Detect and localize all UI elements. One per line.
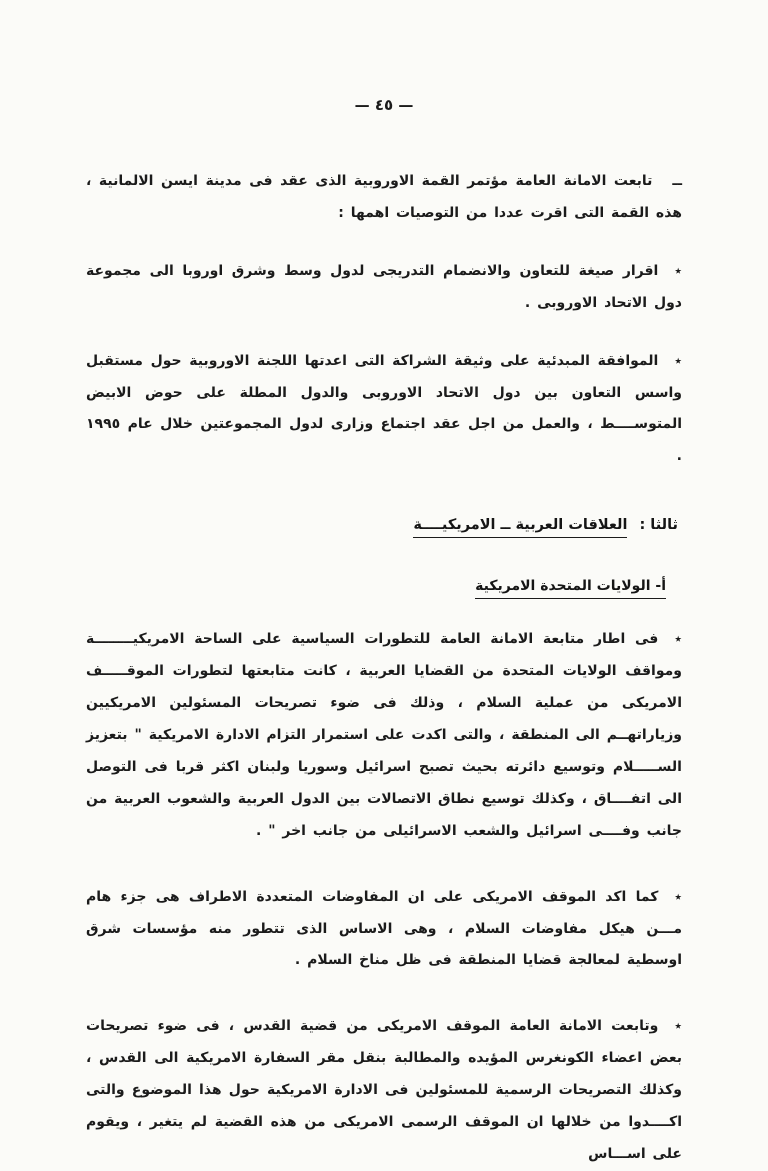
asterisk-marker: ٭ [674, 888, 682, 905]
bullet-paragraph-eu-cooperation [86, 256, 682, 320]
section-heading-arab-american-relations [86, 517, 678, 538]
bullet-text: الموافقة المبدئية على وثيقة الشراكة التى اعدتها اللجنة الاوروبية حول مستقبل واسس التعاون بين دول الاتحاد الاوروبى والدول المطلة على حوض الابيض المتوســــط ، والعمل من اجل عقد اجتماع وزارى لدول المجموعتين خلال عام ١٩٩٥ . [86, 352, 682, 465]
asterisk-marker: ٭ [674, 631, 682, 648]
subsection-heading-united-states [86, 578, 666, 594]
paragraph-us-peace-process [86, 624, 682, 847]
dash-marker: ــ [672, 173, 682, 189]
intro-paragraph [86, 166, 682, 230]
subsection-title: أ- الولايات المتحدة الامريكية [475, 578, 666, 599]
section-title: العلاقات العربية ــ الامريكيــــة [413, 517, 627, 538]
paragraph-jerusalem-issue [86, 1011, 682, 1171]
asterisk-marker: ٭ [674, 1018, 682, 1035]
intro-text: تابعت الامانة العامة مؤتمر القمة الاوروبية الذى عقد فى مدينة ايسن الالمانية ، هذه القمة التى اقرت عددا من التوصيات اهمها : [86, 173, 682, 221]
paragraph-text: وتابعت الامانة العامة الموقف الامريكى من قضية القدس ، فى ضوء تصريحات بعض اعضاء الكونغرس المؤيده والمطالبة بنقل مقر السفارة الامريكية الى القدس ، وكذلك التصريحات الرسمية للمسئولين فى الادارة الامريكية حول هذا الموضوع والتى اكــــدوا من خلالها ان الموقف الرسمى الامريكى من هذه القضية لم يتغير ، ويقوم على اســـاس [86, 1018, 682, 1162]
section-label: ثالثا : [639, 517, 678, 534]
paragraph-multilateral-negotiations [86, 882, 682, 978]
asterisk-marker: ٭ [674, 352, 682, 369]
asterisk-marker: ٭ [674, 262, 682, 279]
paragraph-text: كما اكد الموقف الامريكى على ان المفاوضات المتعددة الاطراف هى جزء هام مـــن هيكل مفاوضات السلام ، وهى الاساس الذى تتطور منه مؤسسات شرق اوسطية لمعالجة قضايا المنطقة فى ظل مناخ السلام . [86, 888, 682, 969]
paragraph-text: فى اطار متابعة الامانة العامة للتطورات السياسية على الساحة الامريكيــــــــة ومواقف الولايات المتحدة من القضايا العربية ، كانت متابعتها لتطورات الموقـــــف الامريكى من عملية السلام ، وذلك فى ضوء تصريحات المسئولين الامريكيين وزياراتهــم الى المنطقة ، والتى اكدت على استمرار التزام الادارة الامريكية " بتعزيز الســـــلام وتوسيع دائرته بحيث تصبح اسرائيل وسوريا ولبنان اكثر قربا فى التوصل الى اتفــــاق ، وكذلك توسيع نطاق الاتصالات بين الدول العربية والشعوب العربية من جانب وفــــى اسرائيل والشعب الاسرائيلى من جانب اخر " . [86, 631, 682, 839]
bullet-text: اقرار صيغة للتعاون والانضمام التدريجى لدول وسط وشرق اوروبا الى مجموعة دول الاتحاد الاوروبى . [86, 262, 682, 311]
page-number: — ٤٥ — [354, 96, 414, 114]
bullet-paragraph-partnership-document [86, 346, 682, 474]
